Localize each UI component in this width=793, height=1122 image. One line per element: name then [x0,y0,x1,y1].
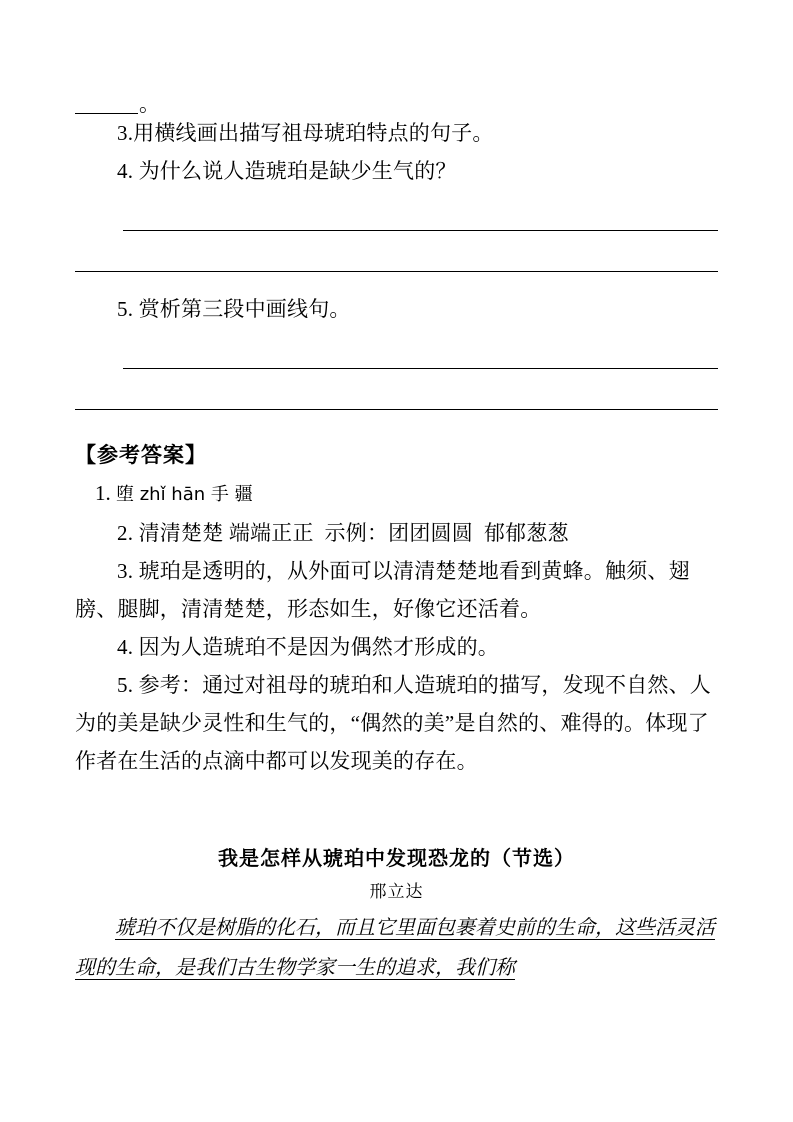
answer-2-number: 2. [117,521,134,545]
gap-before-q5 [75,272,718,290]
answer-item-4 [75,628,718,666]
answer-space-q4-b [75,231,718,271]
answer-space-q5-b [75,369,718,409]
question-item-3 [75,114,718,152]
excerpt-title: 我是怎样从琥珀中发现恐龙的（节选） [218,848,575,870]
answer-space-q5 [75,328,718,368]
answer-2-text: 清清楚楚 端端正正 示例：团团圆圆 郁郁葱葱 [138,521,569,545]
answer-1-number: 1. [95,481,111,505]
fill-in-blank-period: 。 [139,92,160,116]
answer-key-header: 【参考答案】 [75,443,207,467]
answer-5-text: 参考：通过对祖母的琥珀和人造琥珀的描写，发现不自然、人为的美是缺少灵性和生气的，“偶然的美”是自然的、难得的。体现了作者在生活的点滴中都可以发现美的存在。 [75,673,712,773]
gap-before-answers [75,410,718,436]
question-3-text: 用横线画出描写祖母琥珀特点的句子。 [133,121,494,145]
excerpt-body [75,908,718,988]
question-item-5 [75,290,718,328]
answer-1-text: 堕 zhǐ hān 手 疆 [116,484,253,505]
question-3-number: 3. [117,121,134,145]
question-5-text: 赏析第三段中画线句。 [138,297,351,321]
answer-4-number: 4. [117,635,134,659]
document-content [75,80,718,988]
excerpt-author: 邢立达 [369,882,424,901]
answer-space-q4 [75,190,718,230]
question-4-number: 4. [117,159,134,183]
answer-item-1 [75,474,718,514]
question-4-text: 为什么说人造琥珀是缺少生气的？ [138,159,457,183]
gap-before-excerpt [75,780,718,842]
answer-item-3 [75,552,718,628]
excerpt-body-text: 琥珀不仅是树脂的化石，而且它里面包裹着史前的生命，这些活灵活现的生命，是我们古生物学家一生的追求，我们称 [75,917,715,979]
answer-5-number: 5. [117,673,134,697]
answer-item-5 [75,666,718,780]
answer-3-text: 琥珀是透明的，从外面可以清清楚楚地看到黄蜂。触须、翅膀、腿脚，清清楚楚，形态如生，好像它还活着。 [75,559,690,621]
question-item-4 [75,152,718,190]
fill-in-blank-row [75,80,718,114]
answer-item-2 [75,514,718,552]
answer-3-number: 3. [117,559,134,583]
question-5-number: 5. [117,297,134,321]
fill-in-blank[interactable] [75,99,138,114]
answer-4-text: 因为人造琥珀不是因为偶然才形成的。 [138,635,500,659]
